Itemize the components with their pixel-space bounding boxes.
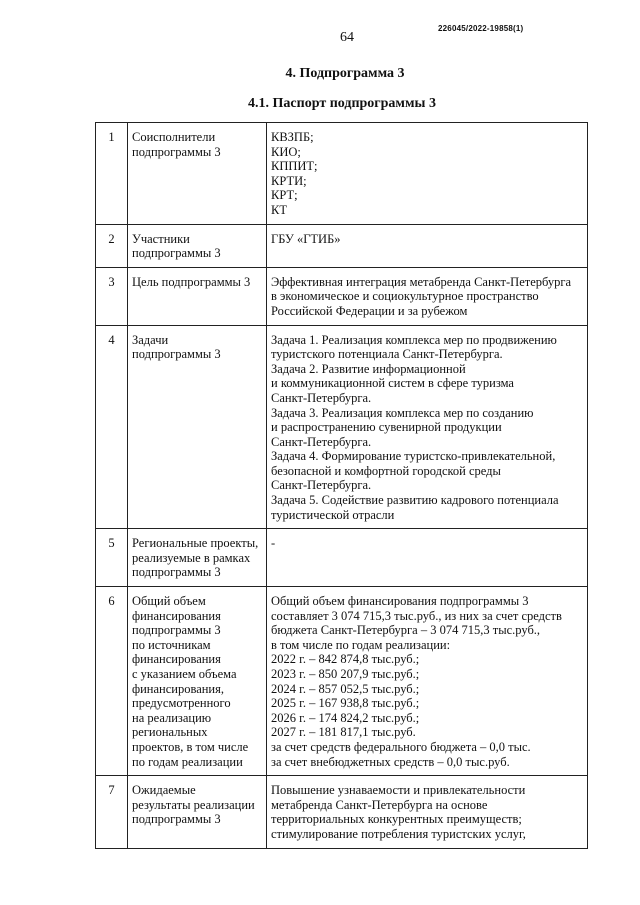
row-label-line: Соисполнители	[132, 130, 216, 144]
document-registration-number: 226045/2022-19858(1)	[438, 24, 524, 33]
row-value-line: Российской Федерации и за рубежом	[271, 303, 468, 318]
table-row	[96, 123, 588, 225]
row-value-line: в экономическое и социокультурное пространство	[271, 289, 539, 304]
row-label-line: Региональные проекты,	[132, 536, 259, 551]
row-value-line: Задача 2. Развитие информационной	[271, 361, 466, 376]
row-value-line: ГБУ «ГТИБ»	[271, 231, 341, 246]
table-row	[96, 529, 588, 587]
row-value-line: Санкт-Петербурга.	[271, 390, 372, 405]
passport-table-body	[96, 123, 588, 849]
page-number: 64	[340, 30, 354, 45]
row-value-line: Задача 4. Формирование туристско-привлекательной,	[271, 449, 556, 464]
row-value-line: Задача 5. Содействие развитию кадрового потенциала	[271, 493, 559, 508]
row-value-cell	[267, 224, 588, 267]
row-value-line: метабренда Санкт-Петербурга на основе	[271, 797, 488, 812]
row-value-line: 2022 г. – 842 874,8 тыс.руб.;	[271, 652, 420, 667]
row-label-cell	[128, 123, 267, 225]
row-label-line: реализуемые в рамках	[132, 550, 251, 565]
row-label-line: Участники	[132, 231, 190, 246]
row-value-line: Задача 3. Реализация комплекса мер по созданию	[271, 405, 534, 420]
row-number: 4	[96, 325, 128, 529]
row-value-cell	[267, 123, 588, 225]
row-label-line: Цель подпрограммы 3	[132, 274, 251, 289]
table-row	[96, 587, 588, 776]
row-value-line: Повышение узнаваемости и привлекательности	[271, 783, 526, 798]
row-label-cell	[128, 325, 267, 529]
row-label-cell	[128, 267, 267, 325]
row-label-line: региональных	[132, 725, 208, 740]
row-value-cell	[267, 267, 588, 325]
row-value-cell	[267, 325, 588, 529]
row-value-line: Санкт-Петербурга.	[271, 434, 372, 449]
row-label-line: результаты реализации	[132, 797, 255, 812]
row-label-line: подпрограммы 3	[132, 623, 221, 638]
row-value-line: Эффективная интеграция метабренда Санкт-Петербурга	[271, 274, 572, 289]
section-title: 4. Подпрограмма 3	[285, 66, 405, 81]
row-label-line: Ожидаемые	[132, 783, 196, 798]
row-label-line: финансирования,	[132, 681, 224, 696]
table-row	[96, 325, 588, 529]
row-label-line: по годам реализации	[132, 754, 243, 769]
row-value-line: КРТИ;	[271, 173, 307, 188]
row-value-line: за счет средств федерального бюджета – 0,0 тыс.	[271, 739, 531, 754]
row-label-line: проектов, в том числе	[132, 739, 249, 754]
row-label-line: подпрограммы 3	[132, 812, 221, 827]
row-value-line: и коммуникационной систем в сфере туризма	[271, 376, 514, 391]
row-value-line: КИО;	[271, 144, 301, 159]
row-label-cell	[128, 587, 267, 776]
row-value-line: 2026 г. – 174 824,2 тыс.руб.;	[271, 710, 420, 725]
row-label-cell	[128, 776, 267, 848]
row-value-line: составляет 3 074 715,3 тыс.руб., из них за счет средств	[271, 608, 562, 623]
row-value-line: туристского потенциала Санкт-Петербурга.	[271, 347, 503, 362]
passport-table	[95, 122, 588, 849]
table-row	[96, 267, 588, 325]
row-value-line: КРТ;	[271, 188, 298, 203]
row-value-line: 2027 г. – 181 817,1 тыс.руб.	[271, 725, 416, 740]
row-label-line: финансирования	[132, 652, 221, 667]
row-label-cell	[128, 224, 267, 267]
row-label-line: подпрограммы 3	[132, 565, 221, 580]
table-row	[96, 776, 588, 848]
table-row	[96, 224, 588, 267]
row-value-cell	[267, 776, 588, 848]
row-value-cell	[267, 529, 588, 587]
row-value-line: КППИТ;	[271, 159, 318, 174]
row-value-line: 2023 г. – 850 207,9 тыс.руб.;	[271, 667, 420, 681]
row-value-line: КТ	[271, 202, 287, 217]
row-value-line: в том числе по годам реализации:	[271, 637, 451, 652]
row-value-line: -	[271, 536, 276, 551]
row-number: 7	[96, 776, 128, 848]
row-label-line: предусмотренного	[132, 696, 231, 711]
row-label-line: Задачи	[132, 332, 169, 347]
row-value-line: территориальных конкурентных преимуществ;	[271, 812, 522, 827]
passport-title: 4.1. Паспорт подпрограммы 3	[248, 96, 436, 111]
row-number: 1	[96, 123, 128, 225]
row-number: 3	[96, 267, 128, 325]
row-value-line: 2024 г. – 857 052,5 тыс.руб.;	[271, 681, 420, 696]
row-value-line: безопасной и комфортной городской среды	[271, 463, 501, 478]
row-value-line: стимулирование потребления туристских услуг,	[271, 826, 526, 841]
row-label-line: подпрограммы 3	[132, 347, 221, 362]
row-value-line: КВЗПБ;	[271, 130, 314, 144]
row-value-line: за счет внебюджетных средств – 0,0 тыс.руб.	[271, 754, 510, 769]
row-number: 2	[96, 224, 128, 267]
row-label-line: финансирования	[132, 608, 221, 623]
row-value-line: и распространению сувенирной продукции	[271, 420, 502, 435]
row-value-line: бюджета Санкт-Петербурга – 3 074 715,3 тыс.руб.,	[271, 623, 541, 638]
row-label-cell	[128, 529, 267, 587]
row-value-line: Задача 1. Реализация комплекса мер по продвижению	[271, 332, 557, 347]
row-label-line: Общий объем	[132, 594, 206, 609]
row-label-line: подпрограммы 3	[132, 246, 221, 261]
row-number: 5	[96, 529, 128, 587]
row-value-cell	[267, 587, 588, 776]
row-value-line: Санкт-Петербурга.	[271, 478, 372, 493]
row-label-line: с указанием объема	[132, 667, 237, 681]
row-label-line: по источникам	[132, 637, 211, 652]
row-value-line: 2025 г. – 167 938,8 тыс.руб.;	[271, 696, 420, 711]
row-label-line: подпрограммы 3	[132, 144, 221, 159]
row-label-line: на реализацию	[132, 710, 212, 725]
row-number: 6	[96, 587, 128, 776]
row-value-line: Общий объем финансирования подпрограммы 3	[271, 594, 529, 609]
row-value-line: туристической отрасли	[271, 507, 395, 522]
